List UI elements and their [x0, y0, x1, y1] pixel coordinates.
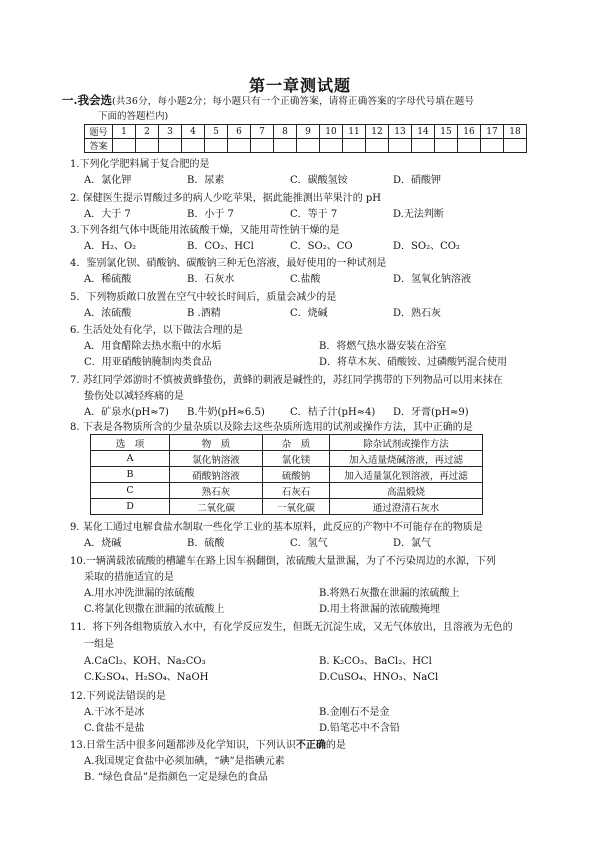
page-title: 第一章测试题: [248, 76, 351, 95]
answer-number-cell: 12: [366, 125, 389, 139]
option: A.干冰不是冰: [84, 707, 145, 718]
question-9-stem: 9. 某化工通过电解食盐水制取一些化学工业的基本原料，此反应的产物中不可能存在的物质是: [70, 522, 483, 533]
answer-input-cell[interactable]: [274, 139, 297, 153]
option: A．H₂、O₂: [84, 241, 137, 252]
answer-input-cell[interactable]: [343, 139, 366, 153]
option: A．浓硫酸: [84, 308, 132, 319]
option: C．等于 7: [290, 209, 338, 220]
option: C．烧碱: [290, 308, 328, 319]
question-4-options: [84, 273, 554, 286]
question-10-stem-continued: 采取的措施适宜的是: [84, 572, 174, 583]
table-cell: 硝酸钠溶液: [170, 467, 263, 483]
question-2-options: [84, 208, 554, 221]
answer-input-cell[interactable]: [458, 139, 481, 153]
option: D.无法判断: [393, 209, 444, 220]
question-6-options-row2: [84, 356, 554, 369]
answer-input-cell[interactable]: [136, 139, 159, 153]
question-11-options-row2: [84, 671, 554, 684]
table-cell: A: [91, 451, 170, 467]
question-13-stem: [70, 739, 550, 752]
question-3-stem: 3.下列各组气体中既能用浓硫酸干燥，又能用苛性钠干燥的是: [70, 225, 340, 236]
option: B.将熟石灰撒在泄漏的浓硫酸上: [319, 588, 460, 599]
table-row: [91, 467, 483, 483]
answer-input-cell[interactable]: [504, 139, 527, 153]
option: D．氢氧化钠溶液: [393, 274, 472, 285]
question-9-options: [84, 537, 554, 550]
question-5-options: [84, 307, 554, 320]
question-6-options-row1: [84, 340, 554, 353]
answer-input-cell[interactable]: [389, 139, 412, 153]
answer-input-cell[interactable]: [481, 139, 504, 153]
table-cell: B: [91, 467, 170, 483]
answer-number-cell: 3: [159, 125, 182, 139]
option: C.将氯化钡撒在泄漏的浓硫酸上: [84, 604, 225, 615]
option: B .酒精: [187, 308, 221, 319]
option: B.金刚石不是金: [319, 707, 390, 718]
option: C．碳酸氢铵: [290, 175, 348, 186]
option: C.食盐不是盐: [84, 723, 145, 734]
answer-input-cell[interactable]: [297, 139, 320, 153]
option: B．尿素: [187, 175, 225, 186]
option: B．将燃气热水器安装在浴室: [319, 341, 447, 352]
option: C．SO₂、CO: [290, 241, 353, 252]
table-header-cell: 物 质: [170, 435, 263, 451]
table-row: [91, 483, 483, 499]
option: A．用食醋除去热水瓶中的水垢: [84, 341, 222, 352]
answer-input-cell[interactable]: [159, 139, 182, 153]
table-header-cell: 选 项: [91, 435, 170, 451]
table-cell: 硫酸钠: [263, 467, 330, 483]
answer-table-answer-row: [85, 139, 527, 153]
table-cell: 加入适量烧碱溶液，再过滤: [330, 451, 483, 467]
answer-input-cell[interactable]: [320, 139, 343, 153]
option: A．氯化钾: [84, 175, 132, 186]
table-cell: C: [91, 483, 170, 499]
option: A．稀硫酸: [84, 274, 132, 285]
question-10-options-row2: [84, 603, 554, 616]
answer-number-cell: 16: [458, 125, 481, 139]
answer-input-cell[interactable]: [205, 139, 228, 153]
question-13-option-a: A.我国规定食盐中必须加碘，“碘”是指碘元素: [84, 756, 285, 767]
table-row: [91, 451, 483, 467]
table-cell: 一氧化碳: [263, 499, 330, 515]
question-13-option-b: B. “绿色食品”是指颜色一定是绿色的食品: [84, 772, 268, 783]
option: D．熟石灰: [393, 308, 442, 319]
question-3-options: [84, 240, 554, 253]
option: D．SO₂、CO₂: [393, 241, 460, 252]
answer-number-cell: 6: [228, 125, 251, 139]
answer-number-cell: 18: [504, 125, 527, 139]
section-heading: 一.我会选: [62, 93, 113, 107]
question-12-stem: 12.下列说法错误的是: [70, 691, 166, 702]
table-row: [91, 499, 483, 515]
question-12-options-row1: [84, 706, 554, 719]
option: B.牛奶(pH≈6.5): [187, 407, 265, 418]
answer-input-cell[interactable]: [113, 139, 136, 153]
option: C．桔子汁(pH≈4): [290, 407, 376, 418]
option: D.铅笔芯中不含铅: [319, 723, 400, 734]
option: D.CuSO₄、HNO₃、NaCl: [319, 672, 439, 683]
answer-table-row-label: 答案: [85, 139, 113, 153]
answer-number-cell: 5: [205, 125, 228, 139]
table-cell: 加入适量氯化钡溶液，再过滤: [330, 467, 483, 483]
option: C.K₂SO₄、H₂SO₄、NaOH: [84, 672, 209, 683]
table-cell: 高温煅烧: [330, 483, 483, 499]
table-cell: D: [91, 499, 170, 515]
section-note-continued: 下面的答题栏内): [98, 111, 169, 122]
answer-number-cell: 4: [182, 125, 205, 139]
answer-input-cell[interactable]: [182, 139, 205, 153]
question-5-stem: 5．下列物质敞口放置在空气中较长时间后，质量会减少的是: [70, 292, 337, 303]
table-cell: 熟石灰: [170, 483, 263, 499]
option: B．小于 7: [187, 209, 234, 220]
answer-input-cell[interactable]: [412, 139, 435, 153]
answer-input-cell[interactable]: [366, 139, 389, 153]
question-7-options: [84, 406, 554, 419]
answer-number-cell: 1: [113, 125, 136, 139]
question-13-stem-tail: 的是: [325, 740, 346, 751]
answer-table: [84, 124, 527, 153]
impurity-table-header: [91, 435, 483, 451]
question-13-emphasis: 不正确: [295, 740, 326, 751]
table-header-cell: 杂 质: [263, 435, 330, 451]
answer-number-cell: 17: [481, 125, 504, 139]
option: B．硫酸: [187, 538, 225, 549]
question-11-stem: 11．将下列各组物质放入水中，有化学反应发生，但既无沉淀生成，又无气体放出，且溶液为无色的: [70, 622, 513, 633]
option: A．大于 7: [84, 209, 131, 220]
option: B．石灰水: [187, 274, 235, 285]
answer-number-cell: 15: [435, 125, 458, 139]
option: A．矿泉水(pH≈7): [84, 407, 169, 418]
question-11-options-row1: [84, 655, 554, 668]
question-13-stem-text: 13.日常生活中很多问题都涉及化学知识，下列认识: [70, 740, 296, 751]
option: A.用水冲洗泄漏的浓硫酸: [84, 588, 195, 599]
table-cell: 石灰石: [263, 483, 330, 499]
answer-number-cell: 13: [389, 125, 412, 139]
answer-number-cell: 8: [274, 125, 297, 139]
question-1-stem: 1.下列化学肥料属于复合肥的是: [70, 159, 210, 170]
table-header-cell: 除杂试剂或操作方法: [330, 435, 483, 451]
option: D.用土将泄漏的浓硫酸掩埋: [319, 604, 440, 615]
option: A.CaCl₂、KOH、Na₂CO₃: [84, 656, 206, 667]
option: C.盐酸: [290, 274, 321, 285]
option: D．将草木灰、硝酸铵、过磷酸钙混合使用: [319, 357, 508, 368]
option: D．牙膏(pH≈9): [393, 407, 469, 418]
question-4-stem: 4．鉴别氯化钡、硝酸钠、碳酸钠三种无色溶液，最好使用的一种试剂是: [70, 258, 387, 269]
question-10-options-row1: [84, 587, 554, 600]
answer-input-cell[interactable]: [251, 139, 274, 153]
question-2-stem: 2. 保健医生提示胃酸过多的病人少吃苹果，据此能推测出苹果汁的 pH: [70, 193, 382, 204]
option: D．硝酸钾: [393, 175, 442, 186]
section-note: (共36分，每小题2分；每小题只有一个正确答案，请将正确答案的字母代号填在题号: [112, 96, 475, 107]
option: D．氯气: [393, 538, 432, 549]
question-8-stem: 8. 下表是各物质所含的少量杂质以及除去这些杂质所选用的试剂或操作方法，其中正确的是: [70, 422, 473, 433]
section-instructions: [62, 93, 542, 124]
table-cell: 二氧化碳: [170, 499, 263, 515]
question-7-stem-continued: 蛰伤处以减轻疼痛的是: [84, 391, 184, 402]
question-10-stem: 10.一辆满载浓硫酸的槽罐车在路上因车祸翻倒，浓硫酸大量泄漏，为了不污染周边的水源，下列: [70, 556, 496, 567]
question-12-options-row2: [84, 722, 554, 735]
table-cell: 氯化钠溶液: [170, 451, 263, 467]
question-6-stem: 6. 生活处处有化学，以下做法合理的是: [70, 325, 243, 336]
answer-number-cell: 11: [343, 125, 366, 139]
answer-table-row-label: 题号: [85, 125, 113, 139]
answer-number-cell: 14: [412, 125, 435, 139]
option: C．用亚硝酸钠腌制肉类食品: [84, 357, 212, 368]
table-cell: 通过澄清石灰水: [330, 499, 483, 515]
answer-input-cell[interactable]: [228, 139, 251, 153]
answer-input-cell[interactable]: [435, 139, 458, 153]
answer-number-cell: 10: [320, 125, 343, 139]
answer-number-cell: 2: [136, 125, 159, 139]
impurity-table: [90, 434, 483, 515]
question-7-stem: 7. 苏红同学郊游时不慎被黄蜂蛰伤，黄蜂的刺液是碱性的，苏红同学携带的下列物品可以用来抹在: [70, 375, 503, 386]
option: C．氢气: [290, 538, 328, 549]
option: B. K₂CO₃、BaCl₂、HCl: [319, 656, 432, 667]
option: B．CO₂、HCl: [187, 241, 254, 252]
answer-table-number-row: [85, 125, 527, 139]
answer-number-cell: 9: [297, 125, 320, 139]
question-11-stem-continued: 一组是: [84, 639, 114, 650]
option: A．烧碱: [84, 538, 122, 549]
question-1-options: [84, 174, 554, 187]
answer-number-cell: 7: [251, 125, 274, 139]
table-cell: 氯化镁: [263, 451, 330, 467]
